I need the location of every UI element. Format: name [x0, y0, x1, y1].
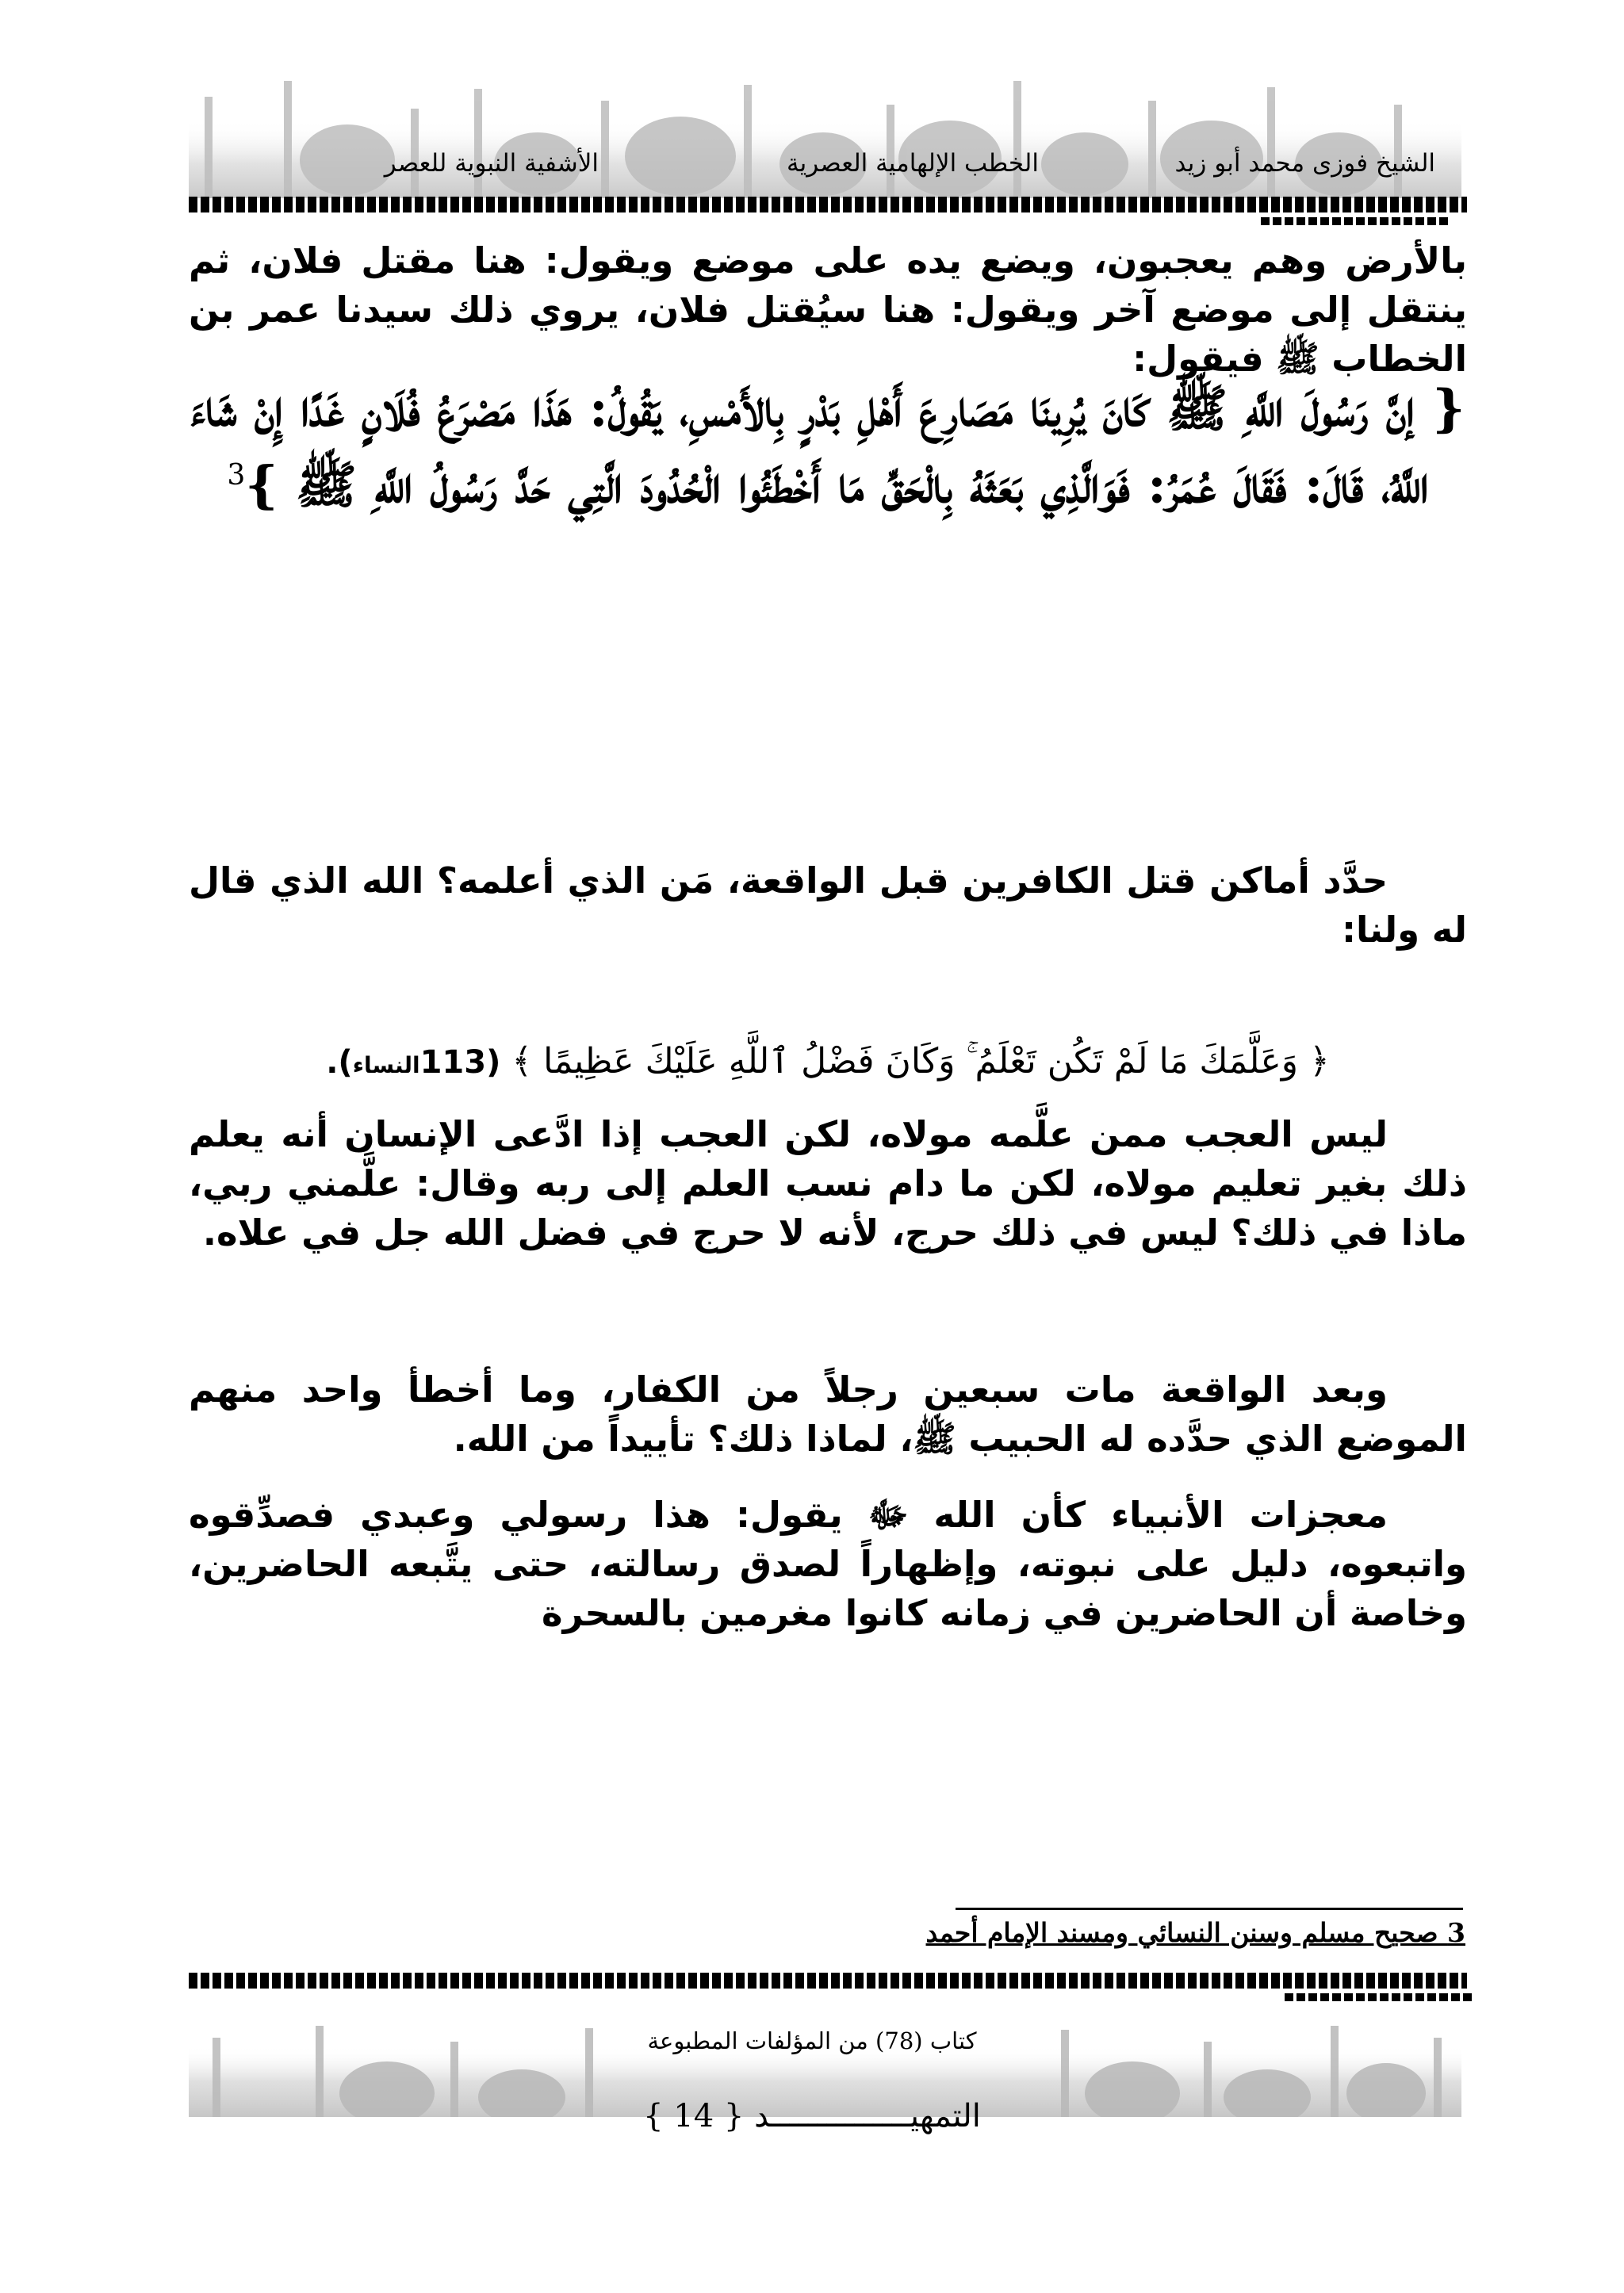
footer-book-label: كتاب (78) من المؤلفات المطبوعة: [647, 2027, 977, 2054]
footer-page-marker: [0, 2098, 1624, 2134]
footer-rule-extension: [1285, 1989, 1475, 2006]
hadith-text: { إنَّ رَسُولَ اللَّهِ ﷺ كَانَ يُرِينَا مَصَارِعَ أَهْلِ بَدْرٍ بِالأَمْسِ، يَقُولُ: هَذَا مَصْرَعُ فُلَانٍ غَدًا إِنْ شَاءَ اللَّهُ، قَالَ: فَقَالَ عُمَرُ: فَوَالَّذِي بَعَثَهُ بِالْحَقِّ مَا أَخْطَئُوا الْحُدُودَ الَّتِي حَدَّ رَسُولُ اللَّهِ ﷺ }: [190, 379, 1465, 515]
paragraph-3: ليس العجب ممن علَّمه مولاه، لكن العجب إذا ادَّعى الإنسان أنه يعلم ذلك بغير تعليم مولاه، لكن ما دام نسب العلم إلى ربه وقال: علَّمني ربي، ماذا في ذلك؟ ليس في ذلك حرج، لأنه لا حرج في فضل الله جل في علاه.: [189, 1113, 1467, 1254]
footnote-separator: [956, 1908, 1463, 1910]
paragraph-5: معجزات الأنبياء كأن الله ﷻ يقول: هذا رسولي وعبدي فصدِّقوه واتبعوه، دليل على نبوته، وإظهاراً لصدق رسالته، حتى يتَّبعه الحاضرين، وخاصة أن الحاضرين في زمانه كانوا مغرمين بالسحرة: [189, 1494, 1467, 1634]
hadith-footnote-ref: 3: [227, 459, 246, 492]
page-body: [189, 0, 1467, 1903]
paragraph-1: بالأرض وهم يعجبون، ويضع يده على موضع ويقول: هنا مقتل فلان، ثم ينتقل إلى موضع آخر ويقول: هنا سيُقتل فلان، يروي ذلك سيدنا عمر بن الخطاب ﷺ فيقول:: [189, 239, 1467, 380]
quran-verse: [189, 1037, 1467, 1090]
footnote: 3 صحيح مسلم وسنن النسائي ومسند الإمام أحمد: [925, 1917, 1465, 1948]
verse-text: ﴿ وَعَلَّمَكَ مَا لَمْ تَكُن تَعْلَمُ ۚ وَكَانَ فَضْلُ ٱللَّهِ عَلَيْكَ عَظِيمًا ﴾: [511, 1041, 1330, 1081]
header-series-title: الخطب الإلهامية العصرية: [787, 149, 1039, 178]
header-book-title: الأشفية النبوية للعصر: [384, 149, 599, 178]
page-number: { 14 }: [643, 2098, 745, 2134]
verse-sura: النساء: [352, 1052, 420, 1078]
footer-rule: [189, 1973, 1467, 1989]
verse-number: (113: [419, 1044, 501, 1081]
header-author: الشيخ فوزى محمد أبو زيد: [1174, 149, 1435, 178]
hadith-quote: [189, 376, 1467, 519]
footer-section-label: التمهيـــــــــــــــد: [754, 2098, 981, 2134]
verse-reference: [326, 1044, 500, 1081]
paragraph-4: وبعد الواقعة مات سبعين رجلاً من الكفار، وما أخطأ واحد منهم الموضع الذي حدَّده له الحبيب ﷺ، لماذا ذلك؟ تأييداً من الله.: [189, 1369, 1467, 1460]
paragraph-2: حدَّد أماكن قتل الكافرين قبل الواقعة، مَن الذي أعلمه؟ الله الذي قال له ولنا:: [189, 859, 1467, 951]
verse-reference-end: ).: [326, 1044, 353, 1081]
